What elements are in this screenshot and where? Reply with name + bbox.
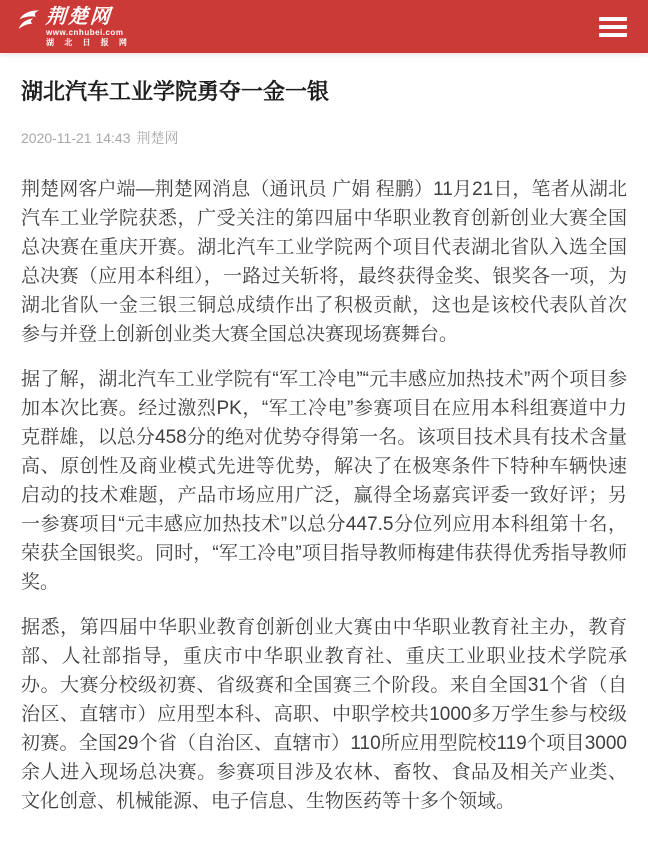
logo-swoosh-icon bbox=[16, 8, 42, 34]
logo-url: www.cnhubei.com bbox=[46, 28, 124, 37]
article-paragraph: 荆楚网客户端—荆楚网消息（通讯员 广娟 程鹏）11月21日，笔者从湖北汽车工业学院获悉，广受关注的第四届中华职业教育创新创业大赛全国总决赛在重庆开赛。湖北汽车工业学院两个项目代表湖北省队入选全国总决赛（应用本科组），一路过关斩将，最终获得金奖、银奖各一项，为湖北省队一金三银三铜总成绩作出了积极贡献，这也是该校代表队首次参与并登上创新创业类大赛全国总决赛现场赛舞台。 bbox=[21, 178, 627, 345]
menu-button[interactable] bbox=[596, 13, 630, 41]
article-title: 湖北汽车工业学院勇夺一金一银 bbox=[21, 79, 330, 104]
logo-brand-name: 荆楚网 bbox=[45, 4, 113, 28]
site-logo[interactable] bbox=[16, 6, 131, 47]
article-paragraph: 据了解，湖北汽车工业学院有“军工冷电”“元丰感应加热技术”两个项目参加本次比赛。经过激烈PK，“军工冷电”参赛项目在应用本科组赛道中力克群雄，以总分458分的绝对优势夺得第一名。该项目技术具有技术含量高、原创性及商业模式先进等优势，解决了在极寒条件下特种车辆快速启动的技术难题，产品市场应用广泛，赢得全场嘉宾评委一致好评；另一参赛项目“元丰感应加热技术”以总分447.5分位列应用本科组第十名，荣获全国银奖。同时，“军工冷电”项目指导教师梅建伟获得优秀指导教师奖。 bbox=[21, 368, 627, 593]
site-header bbox=[0, 0, 648, 53]
hamburger-icon bbox=[599, 17, 627, 21]
article-paragraph: 据悉，第四届中华职业教育创新创业大赛由中华职业教育社主办，教育部、人社部指导，重庆市中华职业教育社、重庆工业职业技术学院承办。大赛分校级初赛、省级赛和全国赛三个阶段。来自全国31个省（自治区、直辖市）应用型本科、高职、中职学校共1000多万学生参与校级初赛。全国29个省（自治区、直辖市）110所应用型院校119个项目3000余人进入现场总决赛。参赛项目涉及农林、畜牧、食品及相关产业类、文化创意、机械能源、电子信息、生物医药等十多个领域。 bbox=[21, 616, 627, 812]
article-source: 荆楚网 bbox=[136, 129, 179, 146]
logo-text-block bbox=[46, 6, 131, 47]
article-date: 2020-11-21 14:43 bbox=[21, 129, 131, 146]
logo-subtitle: 湖 北 日 报 网 bbox=[46, 38, 131, 47]
article bbox=[0, 53, 648, 846]
article-meta bbox=[21, 128, 627, 148]
article-body bbox=[21, 175, 627, 816]
